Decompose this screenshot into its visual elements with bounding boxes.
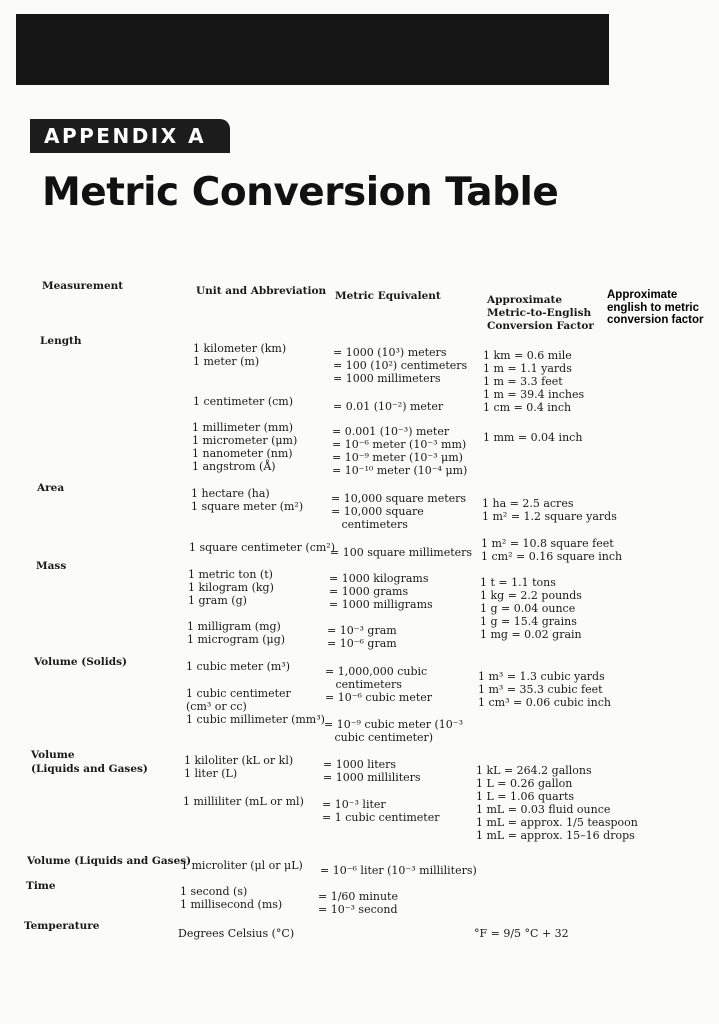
- measurement-area: Area: [37, 482, 65, 494]
- header-conversion: Approximate Metric-to-English Conversion Factor: [487, 294, 594, 332]
- conv-length-b: 1 mm = 0.04 inch: [483, 431, 583, 444]
- equiv-volume-solids-a: = 1,000,000 cubic centimeters = 10⁻⁶ cubic meter: [325, 665, 433, 704]
- unit-volume-liquids-b: 1 milliliter (mL or ml): [183, 795, 304, 808]
- equiv-time-a: = 1/60 minute = 10⁻³ second: [318, 890, 398, 916]
- unit-length-a: 1 kilometer (km) 1 meter (m): [193, 342, 287, 368]
- page-title: Metric Conversion Table: [42, 170, 559, 215]
- equiv-volume-liquids-b: = 10⁻³ liter = 1 cubic centimeter: [322, 798, 440, 824]
- equiv-length-c: = 0.001 (10⁻³) meter = 10⁻⁶ meter (10⁻³ mm) = 10⁻⁹ meter (10⁻³ μm) = 10⁻¹⁰ meter (10⁻⁴ μm): [332, 425, 468, 477]
- unit-time-a: 1 second (s) 1 millisecond (ms): [180, 885, 283, 911]
- unit-mass-b: 1 milligram (mg) 1 microgram (μg): [187, 620, 286, 646]
- header-equivalent: Metric Equivalent: [335, 290, 441, 302]
- unit-volume-liquids-2-a: 1 microliter (μl or μL): [181, 859, 303, 872]
- conv-volume-solids-a: 1 m³ = 1.3 cubic yards 1 m³ = 35.3 cubic feet 1 cm³ = 0.06 cubic inch: [478, 670, 612, 709]
- unit-volume-solids-b: 1 cubic centimeter (cm³ or cc) 1 cubic millimeter (mm³): [186, 687, 325, 726]
- header-black-bar: [16, 14, 609, 85]
- header-unit: Unit and Abbreviation: [196, 285, 327, 297]
- unit-length-c: 1 millimeter (mm) 1 micrometer (μm) 1 nanometer (nm) 1 angstrom (Å): [192, 421, 298, 473]
- equiv-area-b: = 100 square millimeters: [330, 546, 473, 559]
- unit-temperature-a: Degrees Celsius (°C): [178, 927, 295, 940]
- conv-length-a: 1 km = 0.6 mile 1 m = 1.1 yards 1 m = 3.3 feet 1 m = 39.4 inches 1 cm = 0.4 inch: [483, 349, 585, 414]
- unit-area-a: 1 hectare (ha) 1 square meter (m²): [191, 487, 304, 513]
- unit-volume-liquids-a: 1 kiloliter (kL or kl) 1 liter (L): [184, 754, 294, 780]
- measurement-time: Time: [26, 880, 56, 892]
- measurement-length: Length: [40, 335, 82, 347]
- equiv-length-a: = 1000 (10³) meters = 100 (10²) centimeters = 1000 millimeters: [333, 346, 468, 385]
- equiv-mass-b: = 10⁻³ gram = 10⁻⁶ gram: [327, 624, 397, 650]
- measurement-mass: Mass: [36, 560, 67, 572]
- equiv-area-a: = 10,000 square meters = 10,000 square centimeters: [331, 492, 467, 531]
- header-measurement: Measurement: [42, 280, 124, 292]
- equiv-mass-a: = 1000 kilograms = 1000 grams = 1000 milligrams: [329, 572, 433, 611]
- appendix-label: APPENDIX A: [30, 119, 230, 153]
- conv-area-b: 1 m² = 10.8 square feet 1 cm² = 0.16 square inch: [481, 537, 623, 563]
- unit-volume-solids-a: 1 cubic meter (m³): [186, 660, 291, 673]
- unit-length-b: 1 centimeter (cm): [193, 395, 293, 408]
- conv-volume-liquids-a: 1 kL = 264.2 gallons 1 L = 0.26 gallon 1 L = 1.06 quarts 1 mL = 0.03 fluid ounce 1 mL = approx. 1/5 teaspoon 1 mL = approx. 15–16 drops: [476, 764, 638, 842]
- equiv-volume-liquids-2-a: = 10⁻⁶ liter (10⁻³ milliliters): [320, 864, 477, 877]
- measurement-volume-solids: Volume (Solids): [34, 656, 128, 668]
- measurement-volume-liquids: Volume (Liquids and Gases): [31, 749, 148, 775]
- conv-area-a: 1 ha = 2.5 acres 1 m² = 1.2 square yards: [482, 497, 617, 523]
- unit-mass-a: 1 metric ton (t) 1 kilogram (kg) 1 gram (g): [188, 568, 274, 607]
- measurement-temperature: Temperature: [24, 920, 100, 932]
- conv-mass-a: 1 t = 1.1 tons 1 kg = 2.2 pounds 1 g = 0.04 ounce 1 g = 15.4 grains 1 mg = 0.02 grain: [480, 576, 582, 641]
- equiv-volume-liquids-a: = 1000 liters = 1000 milliliters: [323, 758, 421, 784]
- conv-temperature-a: °F = 9/5 °C + 32: [474, 927, 569, 940]
- measurement-volume-liquids-2: Volume (Liquids and Gases): [27, 855, 192, 867]
- equiv-volume-solids-b: = 10⁻⁹ cubic meter (10⁻³ cubic centimeter): [324, 718, 464, 744]
- side-note: Approximate english to metric conversion factor: [607, 289, 704, 326]
- unit-area-b: 1 square centimeter (cm²): [189, 541, 335, 554]
- equiv-length-b: = 0.01 (10⁻²) meter: [333, 400, 444, 413]
